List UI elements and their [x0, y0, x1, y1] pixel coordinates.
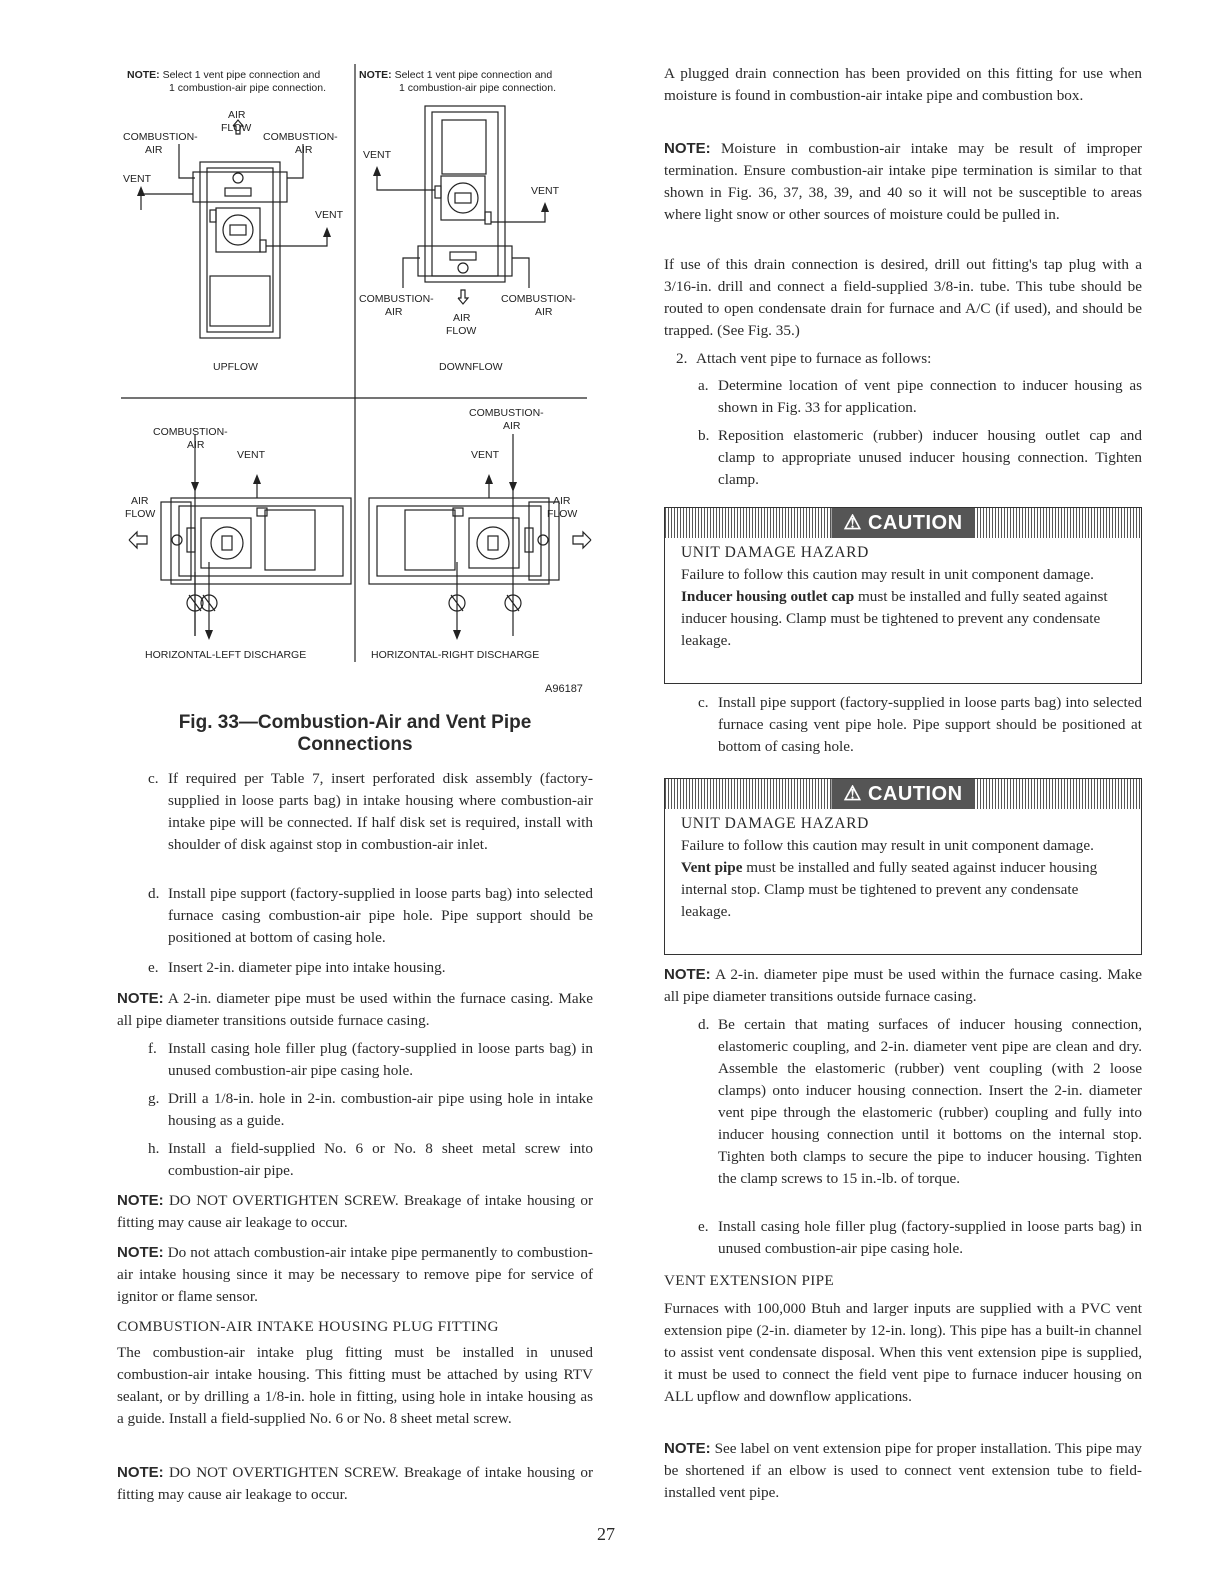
- right-para-3: Furnaces with 100,000 Btuh and larger inputs are supplied with a PVC vent extension pipe (2-in. diameter by 12-in. long). This pipe has a built-in channel to assist vent condensate disposal. When this vent extension pipe is supplied, it must be used to connect the field vent pipe to furnace inducer housing on ALL upflow and downflow applications.: [664, 1300, 1142, 1405]
- left-note-1-text: A 2-in. diameter pipe must be used within the furnace casing. Make all pipe diameter transitions outside furnace casing.: [117, 990, 593, 1029]
- right-note-1-label: NOTE:: [664, 140, 711, 157]
- downflow-air-right: AIR: [535, 306, 553, 318]
- caution-rest-1: must be installed and fully seated against inducer housing. Clamp must be tightened to prevent any condensate leakage.: [681, 588, 1108, 649]
- fig-note-right-text2: 1 combustion-air pipe connection.: [399, 82, 557, 94]
- left-step-f-text: Install casing hole filler plug (factory-supplied in loose parts bag) in unused combustion-air pipe casing hole.: [168, 1040, 593, 1079]
- right-step-2-label: 2.: [676, 350, 688, 367]
- left-step-e-label: e.: [148, 959, 159, 976]
- right-step-c-label: c.: [698, 694, 709, 711]
- left-note-2-label: NOTE:: [117, 1192, 164, 1209]
- fig-note-left-text2: 1 combustion-air pipe connection.: [169, 82, 327, 94]
- right-step-c-text: Install pipe support (factory-supplied in loose parts bag) into selected furnace casing vent pipe hole. Pipe support should be positioned at bottom of casing hole.: [718, 694, 1142, 755]
- caution-title-1: UNIT DAMAGE HAZARD: [681, 544, 869, 561]
- left-step-f: [148, 1038, 593, 1082]
- hr-combustion: COMBUSTION-: [469, 407, 544, 419]
- right-step-d-label: d.: [698, 1016, 710, 1033]
- left-note-3-label: NOTE:: [117, 1244, 164, 1261]
- horizontal-left-caption: HORIZONTAL-LEFT DISCHARGE: [145, 649, 307, 661]
- upflow-vent-right: VENT: [315, 209, 344, 221]
- left-note-4-label: NOTE:: [117, 1464, 164, 1481]
- hl-air: AIR: [187, 439, 205, 451]
- fig-note-right-label: NOTE:: [359, 69, 392, 81]
- right-step-e-label: e.: [698, 1218, 709, 1235]
- left-step-g-text: Drill a 1/8-in. hole in 2-in. combustion-air pipe using hole in intake housing as a guide.: [168, 1090, 593, 1129]
- downflow-air-flow-air: AIR: [453, 312, 471, 324]
- left-note-1: [117, 988, 593, 1032]
- figure-33-diagram: [117, 62, 597, 702]
- left-heading-plug-fitting: COMBUSTION-AIR INTAKE HOUSING PLUG FITTING: [117, 1318, 499, 1335]
- right-step-a-text: Determine location of vent pipe connection to inducer housing as shown in Fig. 33 for application.: [718, 377, 1142, 416]
- right-step-c: [698, 692, 1142, 758]
- figure-id: A96187: [545, 683, 583, 695]
- right-para-1: A plugged drain connection has been provided on this fitting for use when moisture is found in combustion-air intake pipe and combustion box.: [664, 65, 1142, 104]
- caution-title-2: UNIT DAMAGE HAZARD: [681, 815, 869, 832]
- left-step-e: [148, 957, 593, 979]
- right-note-2: [664, 964, 1142, 1008]
- right-note-3-text: See label on vent extension pipe for proper installation. This pipe may be shortened if an elbow is used to connect vent extension tube to field-installed vent pipe.: [664, 1440, 1143, 1501]
- caution-line-1: Failure to follow this caution may result in unit component damage.: [681, 566, 1094, 583]
- right-note-1: [664, 138, 1142, 226]
- fig-note-left-label: NOTE:: [127, 69, 160, 81]
- left-step-h: [148, 1138, 593, 1182]
- figure-caption-line2: Connections: [297, 734, 413, 755]
- caution-box-2: [664, 778, 1142, 955]
- figure-caption: [117, 712, 593, 756]
- right-note-3-label: NOTE:: [664, 1440, 711, 1457]
- right-step-2-text: Attach vent pipe to furnace as follows:: [696, 350, 932, 367]
- downflow-vent-right: VENT: [531, 185, 560, 197]
- right-step-b-text: Reposition elastomeric (rubber) inducer housing outlet cap and clamp to appropriate unused inducer housing connection. Tighten clamp.: [718, 427, 1142, 488]
- figure-caption-line1: Fig. 33—Combustion-Air and Vent Pipe: [178, 712, 532, 733]
- left-note-3-text: Do not attach combustion-air intake pipe permanently to combustion-air intake housing since it may be necessary to remove pipe for service of ignitor or flame sensor.: [117, 1244, 593, 1305]
- right-step-d-text: Be certain that mating surfaces of inducer housing connection, elastomeric coupling, and 2-in. diameter vent pipe are clean and dry. Assemble the elastomeric (rubber) vent coupling (with 2 loose clamps) onto inducer housing connection. Insert the 2-in. diameter vent pipe through the elastomeric (rubber) coupling and fully into inducer housing connection until it bottoms on the internal stop. Tighten both clamps to secure the pipe to inducer housing. Tighten the clamp screws to 15 in.-lb. of torque.: [718, 1016, 1142, 1187]
- caution-bar-1: [665, 508, 1141, 538]
- downflow-caption: DOWNFLOW: [439, 361, 503, 373]
- hr-airflow-air: AIR: [553, 495, 571, 507]
- downflow-air-left: AIR: [385, 306, 403, 318]
- right-note-3: [664, 1438, 1142, 1504]
- right-step-b-label: b.: [698, 427, 710, 444]
- fig-note-left-text: Select 1 vent pipe connection and: [162, 69, 321, 81]
- upflow-caption: UPFLOW: [213, 361, 258, 373]
- caution-bold-2: Vent pipe: [681, 859, 743, 876]
- caution-rest-2: must be installed and fully seated against inducer housing internal stop. Clamp must be tightened to prevent any condensate leakage.: [681, 859, 1098, 920]
- left-step-g: [148, 1088, 593, 1132]
- left-step-d: [148, 883, 593, 949]
- right-note-2-text: A 2-in. diameter pipe must be used within the furnace casing. Make all pipe diameter transitions outside furnace casing.: [664, 966, 1142, 1005]
- left-note-1-label: NOTE:: [117, 990, 164, 1007]
- upflow-air-right: AIR: [295, 144, 313, 156]
- hl-vent: VENT: [237, 449, 266, 461]
- right-step-a-label: a.: [698, 377, 709, 394]
- right-step-b: [698, 425, 1142, 491]
- right-step-e: [698, 1216, 1142, 1260]
- horizontal-right-caption: HORIZONTAL-RIGHT DISCHARGE: [371, 649, 540, 661]
- hl-airflow-air: AIR: [131, 495, 149, 507]
- fig-note-right-text: Select 1 vent pipe connection and: [394, 69, 553, 81]
- right-heading-vent-extension: VENT EXTENSION PIPE: [664, 1272, 834, 1289]
- svg-text:NOTE: Select 1 vent pipe conne: [359, 69, 552, 81]
- caution-label-2: ⚠ CAUTION: [831, 779, 974, 809]
- hr-air: AIR: [503, 420, 521, 432]
- figure-33: [117, 62, 597, 702]
- page-number: 27: [597, 1524, 615, 1544]
- downflow-vent-left: VENT: [363, 149, 392, 161]
- right-step-2: [676, 348, 1142, 370]
- downflow-combustion-right: COMBUSTION-: [501, 293, 576, 305]
- downflow-air-flow-flow: FLOW: [446, 325, 477, 337]
- left-step-c: [148, 768, 593, 856]
- hr-vent: VENT: [471, 449, 500, 461]
- upflow-vent-left: VENT: [123, 173, 152, 185]
- caution-label-1: ⚠ CAUTION: [831, 508, 974, 538]
- upflow-flow-label: FLOW: [221, 122, 252, 134]
- upflow-combustion-right: COMBUSTION-: [263, 131, 338, 143]
- right-note-1-text: Moisture in combustion-air intake may be result of improper termination. Ensure combustion-air intake pipe termination is similar to that shown in Fig. 36, 37, 38, 39, and 40 so it will not be susceptible to areas where light snow or other sources of moisture could be pulled in.: [664, 140, 1142, 223]
- hl-airflow-flow: FLOW: [125, 508, 156, 520]
- right-step-e-text: Install casing hole filler plug (factory-supplied in loose parts bag) in unused combustion-air pipe casing hole.: [718, 1218, 1142, 1257]
- right-note-2-label: NOTE:: [664, 966, 711, 983]
- upflow-air-label: AIR: [228, 109, 246, 121]
- hr-airflow-flow: FLOW: [547, 508, 578, 520]
- left-para-plug-fitting: The combustion-air intake plug fitting must be installed in unused combustion-air intake housing. This fitting must be attached by using RTV sealant, or by drilling a 1/8-in. hole in fitting, using hole in intake housing as a guide. Install a field-supplied No. 6 or No. 8 sheet metal screw.: [117, 1344, 593, 1427]
- left-step-e-text: Insert 2-in. diameter pipe into intake housing.: [168, 959, 446, 976]
- left-step-g-label: g.: [148, 1090, 160, 1107]
- left-note-3: [117, 1242, 593, 1308]
- right-step-d: [698, 1014, 1142, 1190]
- left-note-2: [117, 1190, 593, 1234]
- left-step-c-label: c.: [148, 770, 159, 787]
- left-note-4-text: DO NOT OVERTIGHTEN SCREW. Breakage of intake housing or fitting may cause air leakage to occur.: [117, 1464, 593, 1503]
- caution-box-1: [664, 507, 1142, 684]
- left-step-c-text: If required per Table 7, insert perforated disk assembly (factory-supplied in loose parts bag) in intake housing where combustion-air intake pipe will be connected. If half disk set is required, install with shoulder of disk against stop in combustion-air inlet.: [168, 770, 593, 853]
- caution-bar-2: [665, 779, 1141, 809]
- caution-bold-1: Inducer housing outlet cap: [681, 588, 855, 605]
- left-step-d-label: d.: [148, 885, 160, 902]
- left-note-4: [117, 1462, 593, 1506]
- left-step-d-text: Install pipe support (factory-supplied in loose parts bag) into selected furnace casing combustion-air pipe hole. Pipe support should be positioned at bottom of casing hole.: [168, 885, 593, 946]
- right-step-a: [698, 375, 1142, 419]
- left-note-2-text: DO NOT OVERTIGHTEN SCREW. Breakage of intake housing or fitting may cause air leakage to occur.: [117, 1192, 593, 1231]
- right-para-2: If use of this drain connection is desired, drill out fitting's tap plug with a 3/16-in. drill and connect a field-supplied 3/8-in. tube. This tube should be routed to open condensate drain for furnace and A/C (if used), and should be trapped. (See Fig. 35.): [664, 256, 1142, 339]
- caution-line-2: Failure to follow this caution may result in unit component damage.: [681, 837, 1094, 854]
- hl-combustion: COMBUSTION-: [153, 426, 228, 438]
- left-step-h-text: Install a field-supplied No. 6 or No. 8 sheet metal screw into combustion-air pipe.: [168, 1140, 593, 1179]
- left-step-f-label: f.: [148, 1040, 157, 1057]
- left-step-h-label: h.: [148, 1140, 160, 1157]
- downflow-combustion-left: COMBUSTION-: [359, 293, 434, 305]
- upflow-air-left: AIR: [145, 144, 163, 156]
- svg-text:NOTE: Select 1 vent pipe conne: [127, 69, 320, 81]
- upflow-combustion-left: COMBUSTION-: [123, 131, 198, 143]
